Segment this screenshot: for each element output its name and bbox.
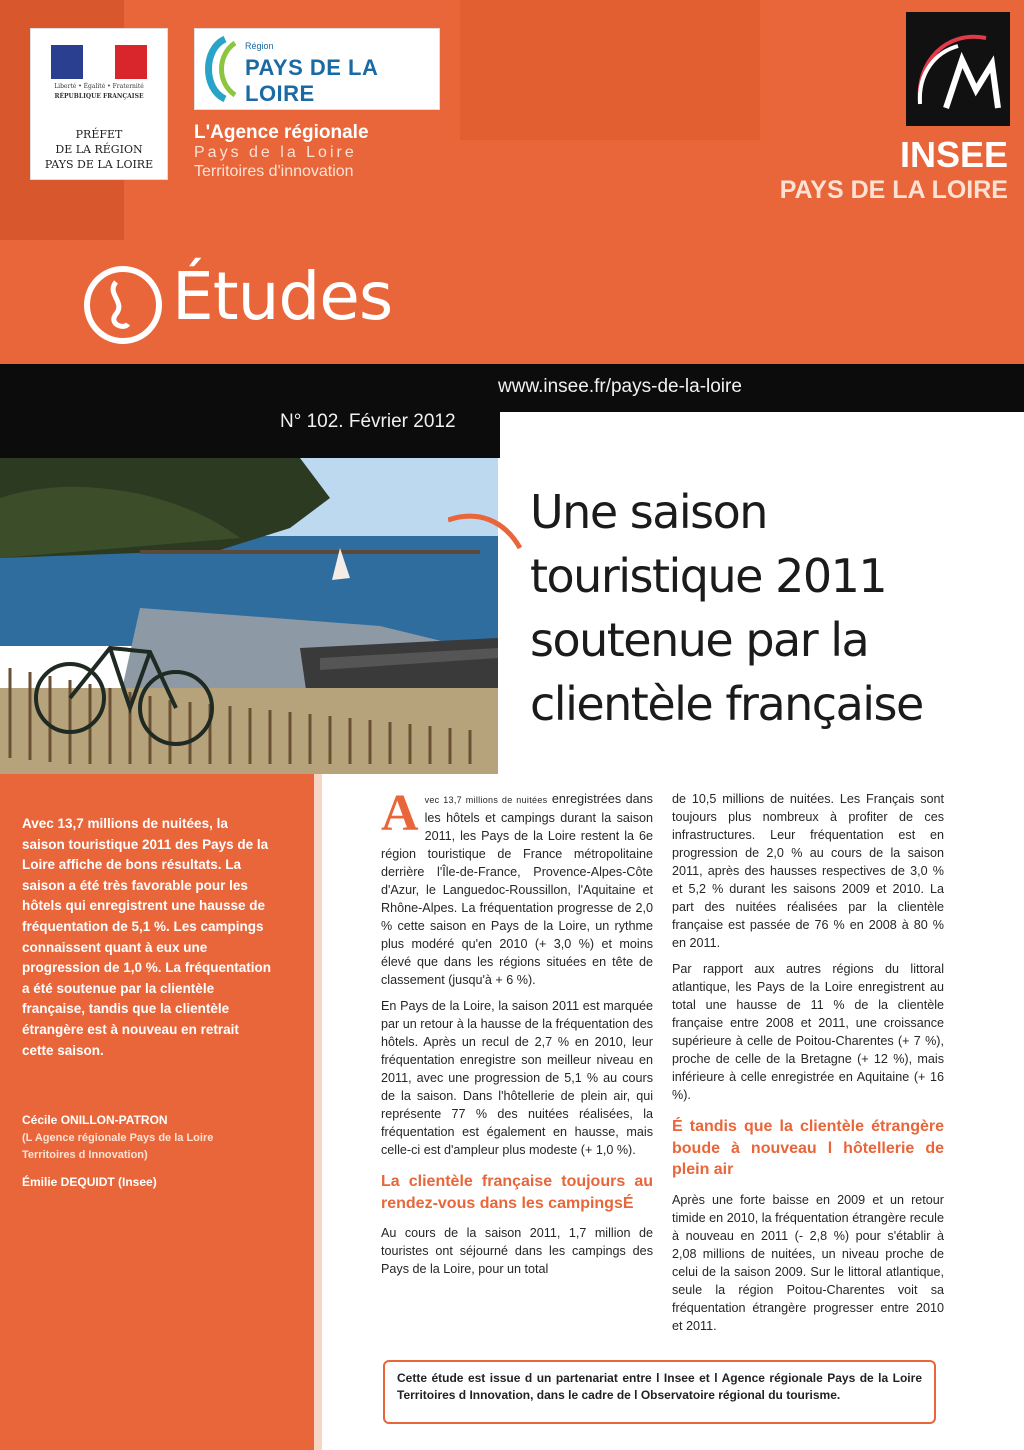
- author-1-name: Cécile ONILLON-PATRON: [22, 1113, 168, 1127]
- section-heading-2: É tandis que la clientèle étrangère boude à nouveau l hôtellerie de plein air: [672, 1118, 944, 1178]
- issue-number: N° 102. Février 2012: [280, 411, 456, 432]
- prefet-text: PRÉFET DE LA RÉGION PAYS DE LA LOIRE: [44, 128, 154, 171]
- author-2-name: Émilie DEQUIDT (Insee): [22, 1175, 157, 1189]
- summary-text: Avec 13,7 millions de nuitées, la saison touristique 2011 des Pays de la Loire affiche de bons résultats. La saison a été très favorable pour les hôtels qui enregistrent une hausse de fréquentation de 5,1 %. Les campings connaissent quant à eux une progression de 1,0 %. La fréquentation a été soutenue par la clientèle française, tandis que la clientèle étrangère est à nouveau en retrait cette saison.: [22, 816, 272, 1058]
- agence-line-3: Territoires d'innovation: [194, 163, 354, 180]
- column-2-paragraph-1: de 10,5 millions de nuitées. Les Français sont toujours plus nombreux à profiter de ces infrastructures. Leur fréquentation est en progression de 2,0 % au cours de la saison 2011, après des hausses respectives de 3,0 % et 5,2 % durant les saisons 2009 et 2010. La part des nuitées réalisées par la clientèle française est passée de 76 % en 2008 à 80 % en 2011.: [672, 792, 944, 950]
- author-1-affiliation: (L Agence régionale Pays de la Loire Territoires d Innovation): [22, 1132, 214, 1161]
- section-heading-1: La clientèle française toujours au rendez-vous dans les campingsÉ: [381, 1173, 653, 1212]
- prefet-republic: RÉPUBLIQUE FRANÇAISE: [54, 93, 144, 100]
- prefet-motto: Liberté • Égalité • Fraternité: [54, 83, 144, 90]
- website-link[interactable]: www.insee.fr/pays-de-la-loire: [498, 376, 742, 397]
- column-2-paragraph-2: Par rapport aux autres régions du littoral atlantique, les Pays de la Loire enregistrent au total une hausse de 11 % de la clientèle française entre 2008 et 2011, une croissance supérieure à celle de Poitou-Charentes (+ 7 %), proche de celle de la Bretagne (+ 12 %), mais inférieure à celle enregistrée en Aquitaine (+ 16 %).: [672, 962, 944, 1102]
- region-logo: [194, 28, 440, 110]
- header-shade-right: [460, 0, 760, 140]
- agence-line-1: L'Agence régionale: [194, 122, 369, 143]
- insee-title: INSEE: [899, 134, 1008, 175]
- region-name: PAYS DE LA LOIRE: [245, 55, 378, 106]
- series-title: Études: [172, 258, 393, 335]
- article-column-2: [672, 790, 944, 1343]
- region-arc-icon: [195, 35, 239, 103]
- article-title: Une saison touristique 2011 soutenue par la clientèle française: [530, 485, 923, 731]
- french-flag-icon: [51, 45, 147, 79]
- article-column-1: [381, 785, 653, 1286]
- drop-cap: A: [381, 785, 419, 842]
- region-small-label: Région: [245, 41, 274, 51]
- title-swoosh-icon: [448, 510, 524, 552]
- lead-smallcaps: vec 13,7 millions de nuitées: [424, 795, 548, 805]
- etudes-logo-icon: [82, 264, 164, 346]
- agence-line-2: Pays de la Loire: [194, 144, 357, 161]
- prefet-logo: [30, 28, 168, 180]
- column-1-paragraph-2: En Pays de la Loire, la saison 2011 est marquée par un retour à la hausse de la fréquentation des hôtels. Après un recul de 2,7 % en 2010, leur fréquentation enregistre son meilleur niveau en 2011, avec une progression de 5,1 % au cours de la saison. Dans l'hôtellerie de plein air, qui représente 77 % des nuitées réalisées, la fréquentation est également en hausse, mais celle-ci est d'ampleur plus modeste (+ 1,0 %).: [381, 999, 653, 1157]
- partnership-note: Cette étude est issue d un partenariat entre l Insee et l Agence régionale Pays de la Loire Territoires d Innovation, dans le cadre de l Observatoire régional du tourisme.: [383, 1360, 936, 1424]
- insee-logo-icon: [906, 12, 1010, 126]
- cover-photo: [0, 458, 498, 774]
- summary-box-edge: [314, 774, 322, 1450]
- column-1-paragraph-3: Au cours de la saison 2011, 1,7 million de touristes ont séjourné dans les campings des Pays de la Loire, pour un total: [381, 1226, 653, 1276]
- column-1-paragraph-1: Avec 13,7 millions de nuitées enregistrées dans les hôtels et campings durant la saison 2011, les Pays de la Loire restent la 6e région touristique de France métropolitaine derrière l'Île-de-France, Provence-Alpes-Côte d'Azur, le Languedoc-Roussillon, l'Aquitaine et Rhône-Alpes. La fréquentation progresse de 2,0 % cette saison en Pays de la Loire, un rythme plus modéré qu'en 2010 (+ 3,0 %) et moins élevé que dans les régions situées en tête de classement (jusqu'à + 6 %).: [381, 785, 653, 987]
- column-2-paragraph-3: Après une forte baisse en 2009 et un retour timide en 2010, la fréquentation étrangère recule à nouveau en 2011 (- 2,8 %) pour s'établir à 2,08 millions de nuitées, un niveau proche de celui de la saison 2009. Sur le littoral atlantique, seule la région Poitou-Charentes voit sa fréquentation étrangère progresser entre 2010 et 2011.: [672, 1192, 944, 1333]
- insee-subtitle: PAYS DE LA LOIRE: [779, 176, 1008, 204]
